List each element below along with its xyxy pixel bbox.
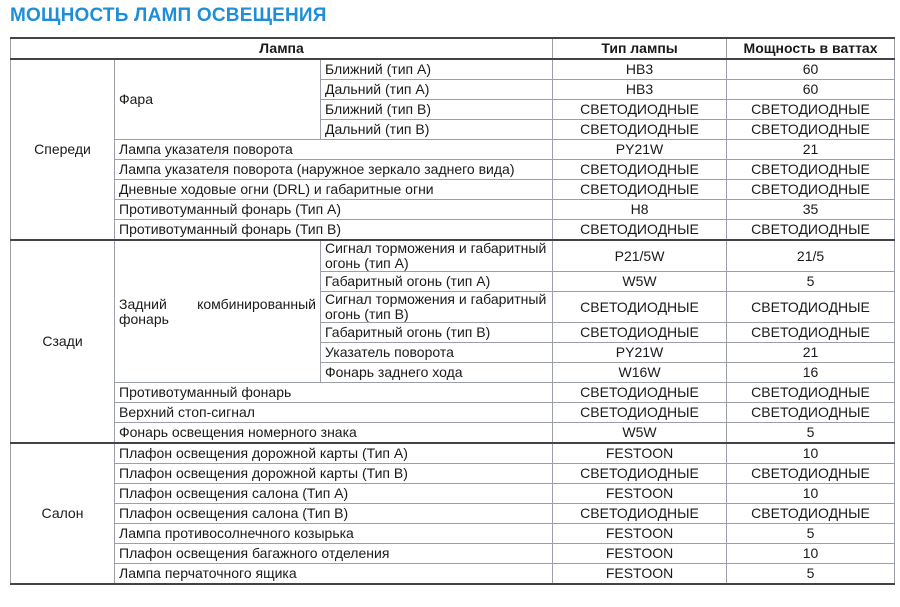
- lamp-power: СВЕТОДИОДНЫЕ: [727, 504, 895, 524]
- lamp-name: Лампа перчаточного ящика: [115, 564, 553, 585]
- lamp-type: FESTOON: [553, 564, 727, 585]
- lamp-power: 21: [727, 140, 895, 160]
- lamp-type: W5W: [553, 423, 727, 444]
- lamp-type: СВЕТОДИОДНЫЕ: [553, 292, 727, 323]
- lamp-type: СВЕТОДИОДНЫЕ: [553, 120, 727, 140]
- lamp-name: Лампа противосолнечного козырька: [115, 524, 553, 544]
- table-row: [11, 564, 895, 585]
- zone-front: Спереди: [11, 59, 115, 240]
- lamp-power: СВЕТОДИОДНЫЕ: [727, 160, 895, 180]
- header-power: Мощность в ваттах: [727, 38, 895, 59]
- table-row: [11, 504, 895, 524]
- lamp-type: HB3: [553, 59, 727, 80]
- lamp-name: Лампа указателя поворота: [115, 140, 553, 160]
- table-row: [11, 443, 895, 464]
- lamp-power: 5: [727, 524, 895, 544]
- table-row: [11, 484, 895, 504]
- lamp-type: СВЕТОДИОДНЫЕ: [553, 383, 727, 403]
- table-row: [11, 403, 895, 423]
- lamp-power: СВЕТОДИОДНЫЕ: [727, 180, 895, 200]
- lamp-type: СВЕТОДИОДНЫЕ: [553, 323, 727, 343]
- lamp-name: Лампа указателя поворота (наружное зеркало заднего вида): [115, 160, 553, 180]
- rear-combo-group: Задний комбинированный фонарь: [115, 240, 321, 383]
- lamp-type: H8: [553, 200, 727, 220]
- lamp-power: 16: [727, 363, 895, 383]
- lamp-name: Верхний стоп-сигнал: [115, 403, 553, 423]
- lamp-type: FESTOON: [553, 544, 727, 564]
- page-title: МОЩНОСТЬ ЛАМП ОСВЕЩЕНИЯ: [10, 5, 327, 26]
- lamp-name: Фонарь освещения номерного знака: [115, 423, 553, 444]
- table-row: [11, 200, 895, 220]
- table-row: [11, 544, 895, 564]
- lamp-name: Габаритный огонь (тип B): [321, 323, 553, 343]
- lamp-type: FESTOON: [553, 443, 727, 464]
- lamp-type: СВЕТОДИОДНЫЕ: [553, 160, 727, 180]
- header-lamp: Лампа: [11, 38, 553, 59]
- lamp-type: СВЕТОДИОДНЫЕ: [553, 100, 727, 120]
- lamp-power: 60: [727, 59, 895, 80]
- table-row: [11, 464, 895, 484]
- lamp-power: СВЕТОДИОДНЫЕ: [727, 464, 895, 484]
- lamp-power: СВЕТОДИОДНЫЕ: [727, 383, 895, 403]
- table-row: [11, 180, 895, 200]
- lamp-name: Дальний (тип A): [321, 80, 553, 100]
- lamp-type: СВЕТОДИОДНЫЕ: [553, 403, 727, 423]
- lamp-type: PY21W: [553, 140, 727, 160]
- lamp-name: Плафон освещения дорожной карты (Тип B): [115, 464, 553, 484]
- lamp-power: 35: [727, 200, 895, 220]
- lamp-power: 5: [727, 272, 895, 292]
- lamp-name: Плафон освещения багажного отделения: [115, 544, 553, 564]
- lamp-power: СВЕТОДИОДНЫЕ: [727, 100, 895, 120]
- lamp-type: СВЕТОДИОДНЫЕ: [553, 220, 727, 241]
- table-row: [11, 160, 895, 180]
- lamp-type: W5W: [553, 272, 727, 292]
- lamp-power: 21: [727, 343, 895, 363]
- lamp-name: Противотуманный фонарь: [115, 383, 553, 403]
- lamp-name: Плафон освещения дорожной карты (Тип A): [115, 443, 553, 464]
- lamp-power: СВЕТОДИОДНЫЕ: [727, 292, 895, 323]
- lamp-type: W16W: [553, 363, 727, 383]
- table-row: [11, 383, 895, 403]
- lamp-name: Сигнал торможения и габаритный огонь (тип A): [321, 240, 553, 272]
- lamp-name: Указатель поворота: [321, 343, 553, 363]
- table-header-row: [11, 38, 895, 59]
- lamp-power: 60: [727, 80, 895, 100]
- lamp-name: Ближний (тип B): [321, 100, 553, 120]
- table-row: [11, 423, 895, 444]
- lamp-power-table: [10, 37, 895, 585]
- lamp-name: Дальний (тип B): [321, 120, 553, 140]
- lamp-name: Плафон освещения салона (Тип A): [115, 484, 553, 504]
- lamp-type: P21/5W: [553, 240, 727, 272]
- lamp-name: Дневные ходовые огни (DRL) и габаритные огни: [115, 180, 553, 200]
- zone-cabin: Салон: [11, 443, 115, 584]
- lamp-name: Фонарь заднего хода: [321, 363, 553, 383]
- headlamp-group: Фара: [115, 59, 321, 140]
- lamp-power: СВЕТОДИОДНЫЕ: [727, 120, 895, 140]
- lamp-name: Противотуманный фонарь (Тип A): [115, 200, 553, 220]
- table-row: [11, 240, 895, 272]
- table-row: [11, 59, 895, 80]
- lamp-name: Габаритный огонь (тип A): [321, 272, 553, 292]
- lamp-name: Противотуманный фонарь (Тип B): [115, 220, 553, 241]
- zone-rear: Сзади: [11, 240, 115, 443]
- lamp-power: 5: [727, 564, 895, 585]
- lamp-power: 21/5: [727, 240, 895, 272]
- lamp-power: 5: [727, 423, 895, 444]
- lamp-type: PY21W: [553, 343, 727, 363]
- lamp-name: Ближний (тип A): [321, 59, 553, 80]
- header-type: Тип лампы: [553, 38, 727, 59]
- lamp-type: HB3: [553, 80, 727, 100]
- table-row: [11, 140, 895, 160]
- lamp-type: СВЕТОДИОДНЫЕ: [553, 180, 727, 200]
- lamp-power: 10: [727, 443, 895, 464]
- lamp-power: СВЕТОДИОДНЫЕ: [727, 403, 895, 423]
- lamp-name: Сигнал торможения и габаритный огонь (тип B): [321, 292, 553, 323]
- lamp-power: 10: [727, 484, 895, 504]
- lamp-name: Плафон освещения салона (Тип B): [115, 504, 553, 524]
- lamp-power: СВЕТОДИОДНЫЕ: [727, 220, 895, 241]
- lamp-type: FESTOON: [553, 484, 727, 504]
- table-row: [11, 220, 895, 241]
- lamp-power: 10: [727, 544, 895, 564]
- lamp-type: СВЕТОДИОДНЫЕ: [553, 464, 727, 484]
- lamp-type: FESTOON: [553, 524, 727, 544]
- table-row: [11, 524, 895, 544]
- lamp-type: СВЕТОДИОДНЫЕ: [553, 504, 727, 524]
- lamp-power: СВЕТОДИОДНЫЕ: [727, 323, 895, 343]
